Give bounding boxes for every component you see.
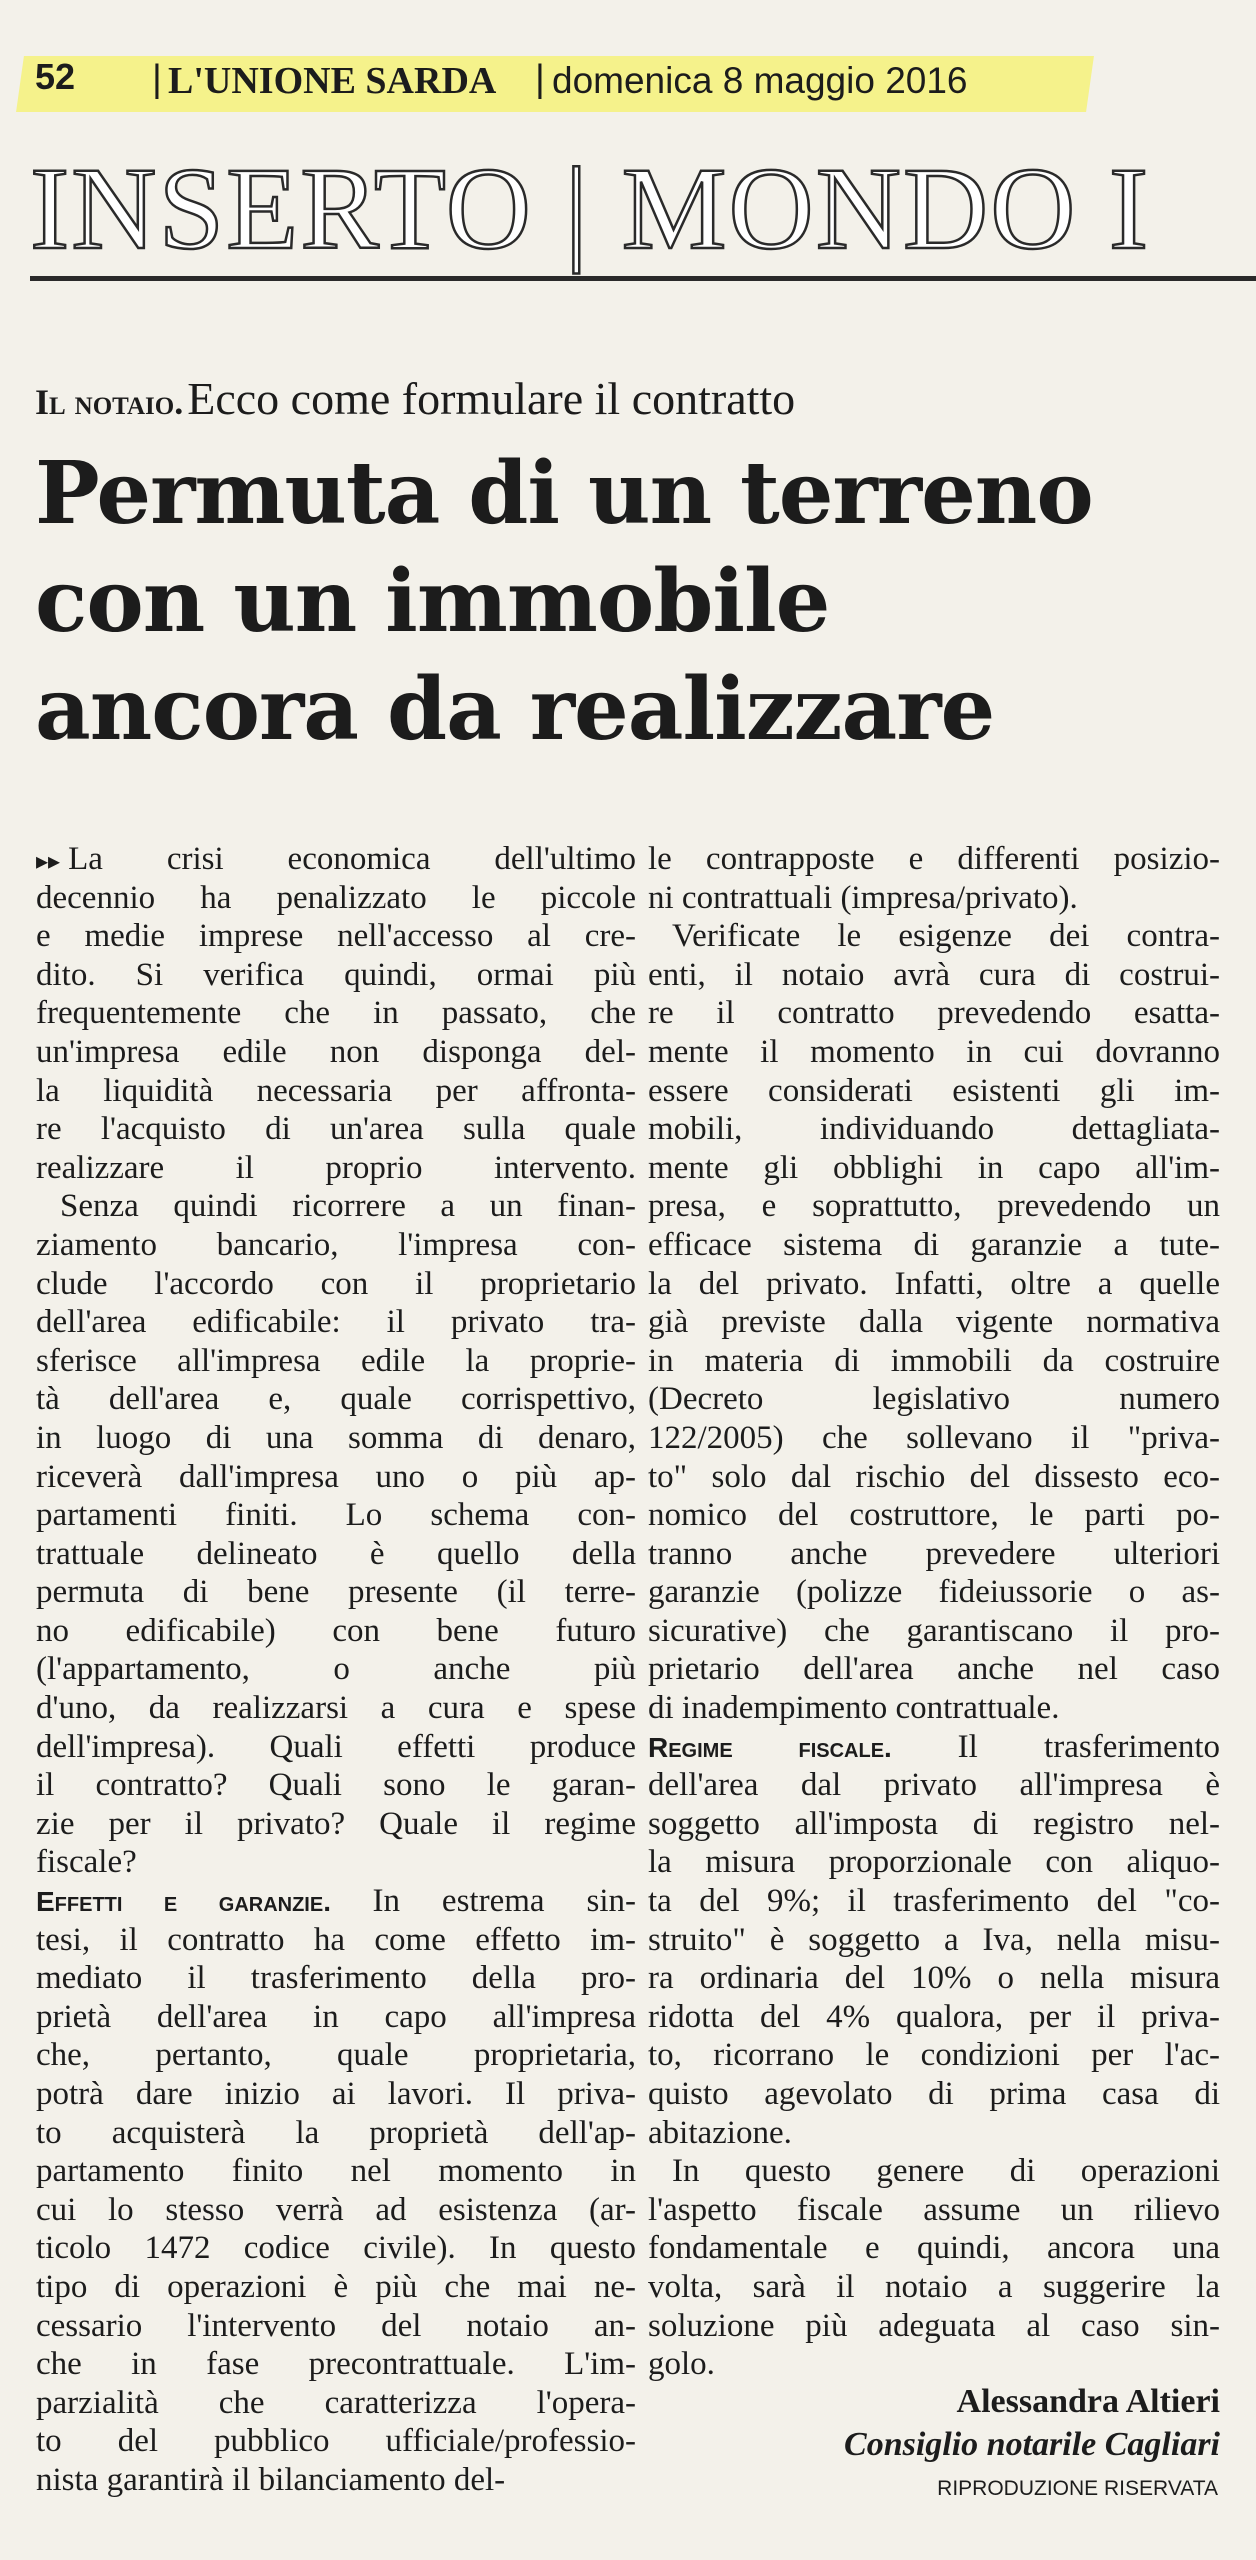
line-text: realizzare il proprio intervento. bbox=[36, 1149, 636, 1186]
masthead-separator: | bbox=[152, 58, 162, 100]
line-text: cui lo stesso verrà ad esistenza (ar- bbox=[36, 2191, 636, 2228]
text-line bbox=[648, 1496, 1220, 1535]
line-text: parzialità che caratterizza l'opera- bbox=[36, 2384, 636, 2421]
line-text: La crisi economica dell'ultimo bbox=[68, 841, 636, 877]
text-line bbox=[36, 1573, 636, 1612]
line-text: 122/2005) che sollevano il "priva- bbox=[648, 1419, 1220, 1456]
line-text: un'impresa edile non disponga del- bbox=[36, 1033, 636, 1070]
line-text: Il trasferimento bbox=[957, 1728, 1220, 1765]
text-line bbox=[648, 1535, 1220, 1574]
text-line bbox=[648, 1728, 1220, 1767]
text-line bbox=[36, 1612, 636, 1651]
text-line bbox=[648, 917, 1220, 956]
line-text: ni contrattuali (impresa/privato). bbox=[648, 879, 1078, 916]
line-text: In estrema sin- bbox=[372, 1883, 636, 1920]
text-line bbox=[36, 1496, 636, 1535]
line-text: frequentemente che in passato, che bbox=[36, 995, 636, 1032]
text-line bbox=[36, 1766, 636, 1805]
text-line bbox=[36, 1882, 636, 1921]
text-line bbox=[36, 956, 636, 995]
line-text: sferisce all'impresa edile la proprie- bbox=[36, 1342, 636, 1379]
headline-line: con un immobile bbox=[35, 551, 830, 652]
text-line bbox=[36, 1033, 636, 1072]
text-line bbox=[648, 994, 1220, 1033]
line-text: ta del 9%; il trasferimento del "co- bbox=[648, 1883, 1220, 1920]
text-line bbox=[648, 956, 1220, 995]
line-text: tipo di operazioni è più che mai ne- bbox=[36, 2268, 636, 2305]
line-text: quisto agevolato di prima casa di bbox=[648, 2076, 1220, 2112]
text-line bbox=[36, 1419, 636, 1458]
text-line bbox=[648, 1380, 1220, 1419]
line-text: mente il momento in cui dovranno bbox=[648, 1033, 1220, 1070]
text-line bbox=[648, 1573, 1220, 1612]
text-line bbox=[36, 1728, 636, 1767]
text-line bbox=[648, 2036, 1220, 2075]
line-text: In questo genere di operazioni bbox=[672, 2153, 1220, 2190]
line-text: di inadempimento contrattuale. bbox=[648, 1690, 1060, 1727]
headline-line: ancora da realizzare bbox=[35, 659, 995, 760]
line-text: fiscale? bbox=[36, 1844, 137, 1881]
line-text: mediato il trasferimento della pro- bbox=[36, 1960, 636, 1997]
text-line bbox=[36, 1959, 636, 1998]
line-text: volta, sarà il notaio a suggerire la bbox=[648, 2268, 1220, 2305]
text-line bbox=[648, 2345, 1220, 2384]
line-text: il contratto? Quali sono le garan- bbox=[36, 1767, 636, 1804]
text-line bbox=[36, 2422, 636, 2461]
line-text: e medie imprese nell'accesso al cre- bbox=[36, 918, 636, 955]
line-text: dito. Si verifica quindi, ormai più bbox=[36, 956, 636, 993]
line-text: no edificabile) con bene futuro bbox=[36, 1612, 636, 1649]
line-text: nista garantirà il bilanciamento del- bbox=[36, 2461, 506, 2498]
line-text: partamenti finiti. Lo schema con- bbox=[36, 1497, 636, 1534]
headline bbox=[35, 440, 1235, 764]
line-text: potrà dare inizio ai lavori. Il priva- bbox=[36, 2076, 636, 2112]
text-line bbox=[648, 1419, 1220, 1458]
line-text: clude l'accordo con il proprietario bbox=[36, 1265, 636, 1302]
text-line bbox=[36, 994, 636, 1033]
text-line bbox=[36, 1535, 636, 1574]
line-text: Senza quindi ricorrere a un finan- bbox=[60, 1188, 636, 1225]
line-text: in materia di immobili da costruire bbox=[648, 1342, 1220, 1379]
text-line bbox=[648, 2114, 1220, 2153]
line-text: garanzie (polizze fideiussorie o as- bbox=[648, 1574, 1220, 1611]
text-line bbox=[36, 1187, 636, 1226]
subheading: Regime fiscale. bbox=[648, 1731, 958, 1763]
line-text: fondamentale e quindi, ancora una bbox=[648, 2230, 1220, 2267]
line-text: trattuale delineato è quello della bbox=[36, 1535, 636, 1572]
text-line bbox=[648, 1265, 1220, 1304]
text-line bbox=[36, 2307, 636, 2346]
text-line bbox=[36, 2268, 636, 2307]
text-line bbox=[36, 1650, 636, 1689]
line-text: enti, il notaio avrà cura di costrui- bbox=[648, 956, 1220, 993]
text-line bbox=[648, 2229, 1220, 2268]
line-text: efficace sistema di garanzie a tute- bbox=[648, 1226, 1220, 1263]
line-text: soluzione più adeguata al caso sin- bbox=[648, 2307, 1220, 2344]
text-line bbox=[36, 1805, 636, 1844]
text-line bbox=[648, 1303, 1220, 1342]
line-text: tà dell'area e, quale corrispettivo, bbox=[36, 1381, 636, 1418]
text-line bbox=[648, 1882, 1220, 1921]
line-text: permuta di bene presente (il terre- bbox=[36, 1574, 636, 1611]
line-text: presa, e soprattutto, prevedendo un bbox=[648, 1188, 1220, 1225]
kicker bbox=[35, 372, 795, 425]
text-line bbox=[36, 1110, 636, 1149]
text-line bbox=[648, 2268, 1220, 2307]
text-line bbox=[648, 1187, 1220, 1226]
text-line bbox=[36, 1303, 636, 1342]
line-text: (l'appartamento, o anche più bbox=[36, 1651, 636, 1688]
text-line bbox=[648, 1458, 1220, 1497]
text-line bbox=[36, 1342, 636, 1381]
subheading: Effetti e garanzie. bbox=[36, 1886, 373, 1918]
text-line bbox=[648, 1072, 1220, 1111]
text-line bbox=[36, 1380, 636, 1419]
line-text: to" solo dal rischio del dissesto eco- bbox=[648, 1458, 1220, 1495]
line-text: ziamento bancario, l'impresa con- bbox=[36, 1226, 636, 1263]
text-line bbox=[36, 1226, 636, 1265]
text-line bbox=[36, 879, 636, 918]
line-text: tesi, il contratto ha come effetto im- bbox=[36, 1921, 636, 1958]
text-line bbox=[648, 1226, 1220, 1265]
issue-date: domenica 8 maggio 2016 bbox=[552, 60, 968, 101]
line-text: la misura proporzionale con aliquo- bbox=[648, 1844, 1220, 1881]
text-line bbox=[648, 840, 1220, 879]
article-column-left bbox=[36, 840, 636, 2500]
text-line bbox=[648, 1843, 1220, 1882]
text-line bbox=[648, 1342, 1220, 1381]
line-text: le contrapposte e differenti posizio- bbox=[648, 841, 1220, 877]
line-text: partamento finito nel momento in bbox=[36, 2153, 636, 2190]
text-line bbox=[648, 2152, 1220, 2191]
line-text: tranno anche prevedere ulteriori bbox=[648, 1535, 1220, 1572]
text-line bbox=[648, 1110, 1220, 1149]
author-affiliation: Consiglio notarile Cagliari bbox=[844, 2426, 1220, 2463]
text-line bbox=[36, 1149, 636, 1188]
line-text: golo. bbox=[648, 2346, 715, 2383]
line-text: essere considerati esistenti gli im- bbox=[648, 1072, 1220, 1109]
line-text: ticolo 1472 codice civile). In questo bbox=[36, 2230, 636, 2267]
newspaper-name: L'UNIONE SARDA bbox=[168, 60, 497, 102]
line-text: decennio ha penalizzato le piccole bbox=[36, 879, 636, 916]
text-line bbox=[648, 2307, 1220, 2346]
line-text: re l'acquisto di un'area sulla quale bbox=[36, 1111, 636, 1148]
line-text: prietario dell'area anche nel caso bbox=[648, 1651, 1220, 1688]
text-line bbox=[648, 2191, 1220, 2230]
line-text: prietà dell'area in capo all'impresa bbox=[36, 1998, 636, 2035]
rights-notice: RIPRODUZIONE RISERVATA bbox=[937, 2477, 1218, 2500]
line-text: riceverà dall'impresa uno o più ap- bbox=[36, 1458, 636, 1495]
text-line bbox=[648, 1766, 1220, 1805]
line-text: to, ricorrano le condizioni per l'ac- bbox=[648, 2037, 1220, 2074]
section-title: INSERTO | MONDO I bbox=[30, 143, 1151, 274]
text-line bbox=[648, 1033, 1220, 1072]
line-text: mobili, individuando dettagliata- bbox=[648, 1111, 1220, 1148]
page-number: 52 bbox=[35, 56, 76, 97]
line-text: to acquisterà la proprietà dell'ap- bbox=[36, 2114, 636, 2151]
text-line bbox=[648, 1998, 1220, 2037]
line-text: re il contratto prevedendo esatta- bbox=[648, 995, 1220, 1032]
line-text: che, pertanto, quale proprietaria, bbox=[36, 2037, 636, 2074]
text-line bbox=[36, 2114, 636, 2153]
masthead-separator: | bbox=[535, 58, 545, 100]
text-line bbox=[648, 1149, 1220, 1188]
headline-line: Permuta di un terreno bbox=[35, 443, 1093, 544]
line-text: che in fase precontrattuale. L'im- bbox=[36, 2346, 636, 2383]
line-text: la liquidità necessaria per affronta- bbox=[36, 1072, 636, 1109]
text-line bbox=[648, 2075, 1220, 2114]
article-column-right bbox=[648, 840, 1220, 2384]
text-line bbox=[648, 1689, 1220, 1728]
text-line bbox=[36, 1843, 636, 1882]
text-line bbox=[36, 2345, 636, 2384]
line-text: dell'area edificabile: il privato tra- bbox=[36, 1304, 636, 1341]
text-line bbox=[648, 1612, 1220, 1651]
line-text: già previste dalla vigente normativa bbox=[648, 1304, 1220, 1341]
text-line bbox=[648, 1650, 1220, 1689]
text-line bbox=[36, 2075, 636, 2114]
text-line bbox=[36, 1265, 636, 1304]
text-line bbox=[36, 2152, 636, 2191]
text-line bbox=[36, 2461, 636, 2500]
line-text: struito" è soggetto a Iva, nella misu- bbox=[648, 1921, 1220, 1958]
line-text: (Decreto legislativo numero bbox=[648, 1381, 1220, 1418]
section-rule bbox=[30, 276, 1256, 281]
line-text: ridotta del 4% qualora, per il priva- bbox=[648, 1998, 1220, 2035]
text-line bbox=[648, 1805, 1220, 1844]
line-text: soggetto all'imposta di registro nel- bbox=[648, 1805, 1220, 1842]
author-name: Alessandra Altieri bbox=[956, 2383, 1220, 2420]
line-text: in luogo di una somma di denaro, bbox=[36, 1419, 636, 1456]
line-text: abitazione. bbox=[648, 2114, 792, 2151]
line-text: d'uno, da realizzarsi a cura e spese bbox=[36, 1690, 636, 1727]
line-text: cessario l'intervento del notaio an- bbox=[36, 2307, 636, 2344]
text-line bbox=[36, 1998, 636, 2037]
text-line bbox=[36, 1072, 636, 1111]
line-text: la del privato. Infatti, oltre a quelle bbox=[648, 1265, 1220, 1302]
text-line bbox=[36, 2191, 636, 2230]
kicker-text: Ecco come formulare il contratto bbox=[187, 373, 796, 424]
text-line bbox=[36, 840, 636, 879]
text-line bbox=[36, 1689, 636, 1728]
text-line bbox=[36, 2036, 636, 2075]
kicker-tag: Il notaio. bbox=[35, 382, 184, 422]
text-line bbox=[36, 1921, 636, 1960]
text-line bbox=[36, 917, 636, 956]
line-text: dell'impresa). Quali effetti produce bbox=[36, 1728, 636, 1765]
text-line bbox=[36, 2384, 636, 2423]
line-text: ra ordinaria del 10% o nella misura bbox=[648, 1960, 1220, 1997]
line-text: Verificate le esigenze dei contra- bbox=[672, 918, 1220, 955]
line-text: sicurative) che garantiscano il pro- bbox=[648, 1612, 1220, 1649]
double-arrow-icon: ▸▸ bbox=[36, 847, 61, 875]
line-text: to del pubblico ufficiale/professio- bbox=[36, 2423, 636, 2460]
text-line bbox=[36, 1458, 636, 1497]
text-line bbox=[36, 2229, 636, 2268]
text-line bbox=[648, 879, 1220, 918]
text-line bbox=[648, 1921, 1220, 1960]
line-text: l'aspetto fiscale assume un rilievo bbox=[648, 2191, 1220, 2228]
line-text: zie per il privato? Quale il regime bbox=[36, 1805, 636, 1842]
line-text: dell'area dal privato all'impresa è bbox=[648, 1767, 1220, 1804]
line-text: nomico del costruttore, le parti po- bbox=[648, 1497, 1220, 1534]
line-text: mente gli obblighi in capo all'im- bbox=[648, 1149, 1220, 1186]
text-line bbox=[648, 1959, 1220, 1998]
